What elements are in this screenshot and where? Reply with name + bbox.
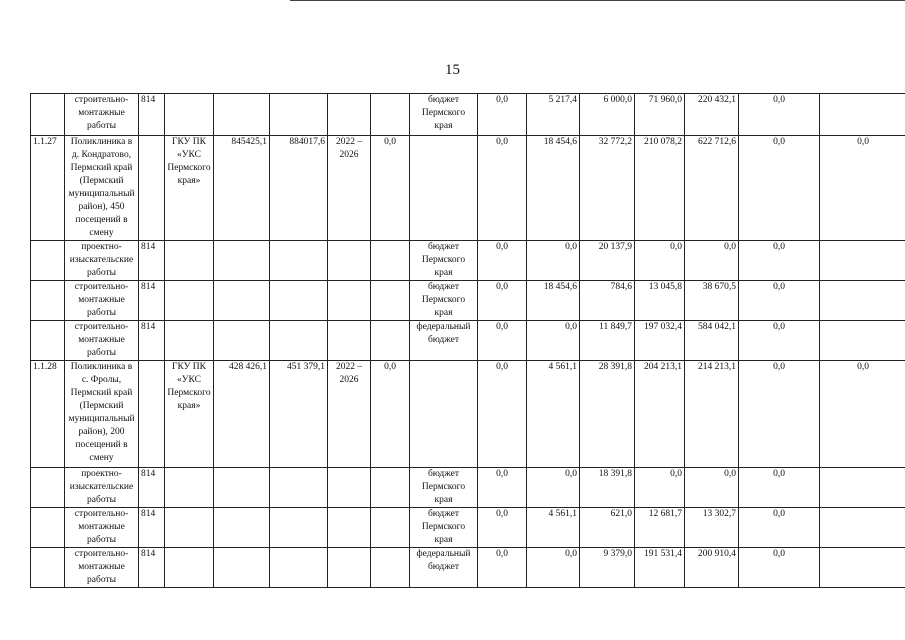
cost-estimate-cell [214,281,270,321]
value-2024-cell: 6 000,0 [580,94,635,136]
value-2026-cell: 220 432,1 [685,94,739,136]
kbk-code-cell: 814 [139,548,165,588]
item-name-cell: строительно-монтажные работы [65,508,139,548]
page-number: 15 [445,62,460,78]
value-total-cell [820,508,905,548]
table-row [31,548,905,588]
value-extra-cell: 0,0 [739,468,820,508]
cost-estimate-cell [214,94,270,136]
prev-funding-cell [371,321,410,361]
prev-funding-cell [371,468,410,508]
item-name-cell: строительно-монтажные работы [65,321,139,361]
value-2023-cell: 0,0 [527,321,580,361]
cost-forecast-cell [270,94,328,136]
value-2025-cell: 13 045,8 [635,281,685,321]
value-extra-cell: 0,0 [739,548,820,588]
cost-forecast-cell [270,321,328,361]
kbk-code-cell: 814 [139,94,165,136]
value-2025-cell: 210 078,2 [635,136,685,241]
table-row [31,94,905,136]
period-cell [328,241,371,281]
value-2026-cell: 584 042,1 [685,321,739,361]
item-number-cell [31,468,65,508]
cost-estimate-cell [214,241,270,281]
item-number-cell [31,548,65,588]
funding-source-cell: бюджет Пермского края [410,94,478,136]
executor-cell [165,468,214,508]
value-extra-cell: 0,0 [739,281,820,321]
item-name-cell: Поликлиника в с. Фролы, Пермский край (Пермский муниципальный район), 200 посещений в смену [65,361,139,468]
table-row [31,468,905,508]
funding-source-cell: федеральный бюджет [410,548,478,588]
value-extra-cell: 0,0 [739,136,820,241]
item-number-cell [31,321,65,361]
value-2025-cell: 204 213,1 [635,361,685,468]
value-2026-cell: 622 712,6 [685,136,739,241]
funding-source-cell: бюджет Пермского края [410,508,478,548]
executor-cell [165,548,214,588]
funding-source-cell [410,361,478,468]
item-number-cell: 1.1.27 [31,136,65,241]
executor-cell [165,94,214,136]
funding-source-cell: бюджет Пермского края [410,241,478,281]
table-row [31,361,905,468]
item-number-cell [31,281,65,321]
value-2025-cell: 71 960,0 [635,94,685,136]
kbk-code-cell: 814 [139,321,165,361]
funding-source-cell: бюджет Пермского края [410,468,478,508]
value-extra-cell: 0,0 [739,94,820,136]
value-2023-cell: 5 217,4 [527,94,580,136]
item-number-cell [31,94,65,136]
value-2024-cell: 18 391,8 [580,468,635,508]
item-name-cell: строительно-монтажные работы [65,94,139,136]
prev-funding-cell [371,94,410,136]
prev-funding-cell: 0,0 [371,361,410,468]
period-cell: 2022 – 2026 [328,361,371,468]
value-2023-cell: 4 561,1 [527,361,580,468]
cost-forecast-cell [270,468,328,508]
cost-forecast-cell [270,241,328,281]
value-2026-cell: 38 670,5 [685,281,739,321]
kbk-code-cell: 814 [139,468,165,508]
value-extra-cell: 0,0 [739,361,820,468]
value-2024-cell: 11 849,7 [580,321,635,361]
item-name-cell: Поликлиника в д. Кондратово, Пермский край (Пермский муниципальный район), 450 посещений в смену [65,136,139,241]
cost-estimate-cell [214,548,270,588]
kbk-code-cell: 814 [139,241,165,281]
value-2025-cell: 0,0 [635,468,685,508]
value-2026-cell: 0,0 [685,241,739,281]
value-2024-cell: 32 772,2 [580,136,635,241]
executor-cell: ГКУ ПК «УКС Пермского края» [165,136,214,241]
value-2022-cell: 0,0 [478,508,527,548]
cost-forecast-cell [270,281,328,321]
value-2023-cell: 0,0 [527,548,580,588]
value-total-cell [820,468,905,508]
item-name-cell: проектно-изыскательские работы [65,468,139,508]
value-total-cell [820,321,905,361]
value-2023-cell: 4 561,1 [527,508,580,548]
value-2022-cell: 0,0 [478,94,527,136]
value-2022-cell: 0,0 [478,548,527,588]
table-row [31,136,905,241]
item-name-cell: проектно-изыскательские работы [65,241,139,281]
value-2025-cell: 197 032,4 [635,321,685,361]
kbk-code-cell: 814 [139,281,165,321]
item-number-cell [31,508,65,548]
table-row [31,321,905,361]
value-2026-cell: 214 213,1 [685,361,739,468]
value-2025-cell: 191 531,4 [635,548,685,588]
value-2025-cell: 0,0 [635,241,685,281]
item-number-cell: 1.1.28 [31,361,65,468]
cost-forecast-cell: 884017,6 [270,136,328,241]
value-extra-cell: 0,0 [739,508,820,548]
value-2022-cell: 0,0 [478,321,527,361]
value-2024-cell: 20 137,9 [580,241,635,281]
value-total-cell [820,241,905,281]
value-2026-cell: 200 910,4 [685,548,739,588]
cost-estimate-cell: 428 426,1 [214,361,270,468]
value-2026-cell: 13 302,7 [685,508,739,548]
budget-table [30,93,905,588]
value-2024-cell: 784,6 [580,281,635,321]
value-2023-cell: 0,0 [527,468,580,508]
item-name-cell: строительно-монтажные работы [65,281,139,321]
value-2022-cell: 0,0 [478,361,527,468]
value-2024-cell: 9 379,0 [580,548,635,588]
period-cell [328,321,371,361]
value-extra-cell: 0,0 [739,321,820,361]
value-2023-cell: 18 454,6 [527,281,580,321]
value-total-cell: 0,0 [820,136,905,241]
executor-cell [165,281,214,321]
prev-funding-cell [371,548,410,588]
value-2022-cell: 0,0 [478,468,527,508]
period-cell [328,468,371,508]
executor-cell [165,241,214,281]
value-2025-cell: 12 681,7 [635,508,685,548]
value-total-cell [820,94,905,136]
table-row [31,508,905,548]
value-total-cell: 0,0 [820,361,905,468]
value-2024-cell: 28 391,8 [580,361,635,468]
executor-cell [165,508,214,548]
value-total-cell [820,548,905,588]
prev-funding-cell: 0,0 [371,136,410,241]
value-2022-cell: 0,0 [478,281,527,321]
value-2026-cell: 0,0 [685,468,739,508]
item-number-cell [31,241,65,281]
cost-forecast-cell: 451 379,1 [270,361,328,468]
funding-source-cell: федеральный бюджет [410,321,478,361]
table-row [31,281,905,321]
kbk-code-cell [139,361,165,468]
prev-funding-cell [371,241,410,281]
value-2022-cell: 0,0 [478,136,527,241]
prev-funding-cell [371,281,410,321]
funding-source-cell [410,136,478,241]
period-cell: 2022 – 2026 [328,136,371,241]
executor-cell: ГКУ ПК «УКС Пермского края» [165,361,214,468]
value-2023-cell: 18 454,6 [527,136,580,241]
value-2022-cell: 0,0 [478,241,527,281]
cost-estimate-cell [214,321,270,361]
kbk-code-cell [139,136,165,241]
table-row [31,241,905,281]
value-2023-cell: 0,0 [527,241,580,281]
cost-estimate-cell: 845425,1 [214,136,270,241]
cost-forecast-cell [270,508,328,548]
value-2024-cell: 621,0 [580,508,635,548]
period-cell [328,508,371,548]
period-cell [328,548,371,588]
value-extra-cell: 0,0 [739,241,820,281]
funding-source-cell: бюджет Пермского края [410,281,478,321]
period-cell [328,94,371,136]
cost-estimate-cell [214,508,270,548]
cost-estimate-cell [214,468,270,508]
value-total-cell [820,281,905,321]
page-top-border [290,0,905,1]
period-cell [328,281,371,321]
kbk-code-cell: 814 [139,508,165,548]
prev-funding-cell [371,508,410,548]
executor-cell [165,321,214,361]
item-name-cell: строительно-монтажные работы [65,548,139,588]
cost-forecast-cell [270,548,328,588]
